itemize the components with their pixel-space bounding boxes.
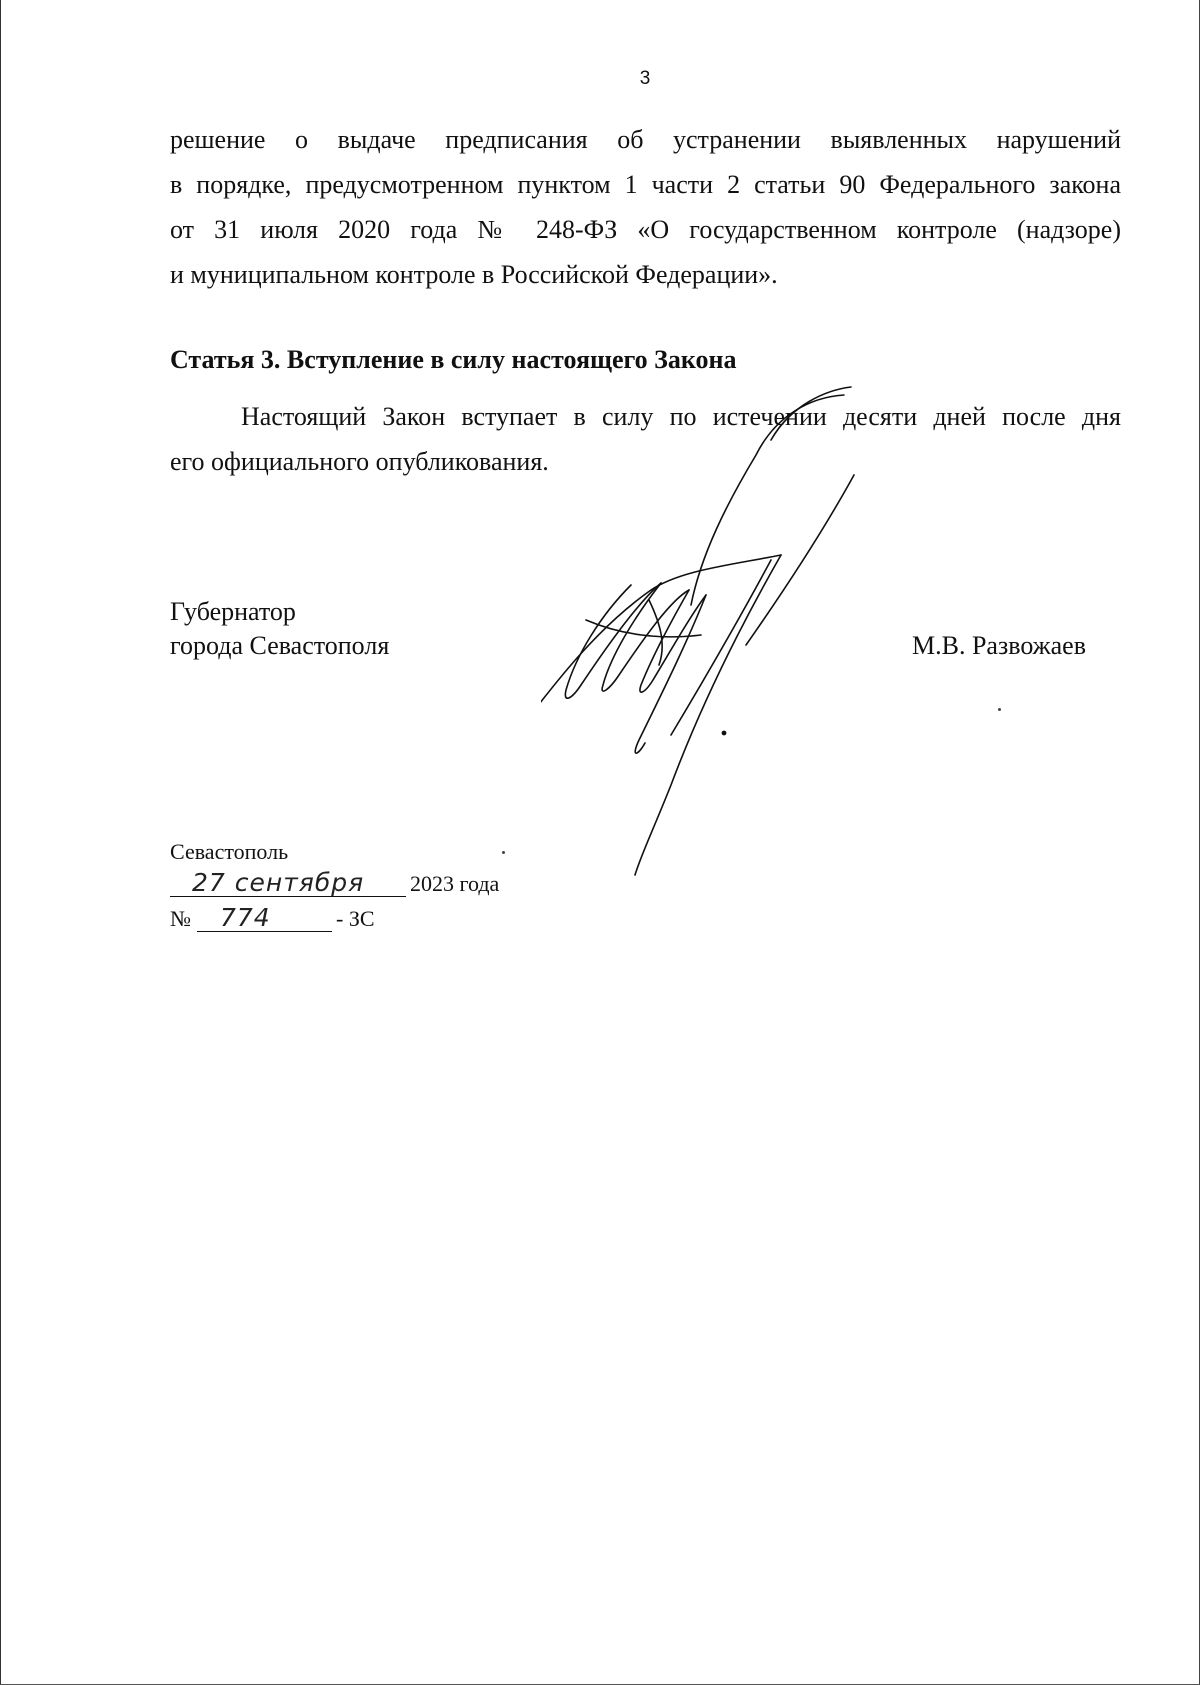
article-3-line: Настоящий Закон вступает в силу по истечении десяти дней после дня [241,402,1121,431]
intro-line: от 31 июля 2020 года № 248-ФЗ «О государственном контроле (надзоре) [170,215,1121,244]
governor-title [170,595,389,663]
page-number: 3 [639,68,651,89]
signing-date [170,870,499,897]
year-suffix: 2023 года [410,871,500,896]
city-label: Севастополь [170,839,289,864]
governor-title-line: Губернатор [170,597,296,626]
intro-line: в порядке, предусмотренном пунктом 1 части 2 статьи 90 Федерального закона [170,170,1121,199]
handwritten-date: 27 сентября [192,868,365,897]
intro-line: решение о выдаче предписания об устранении выявленных нарушений [170,125,1121,154]
number-blank-line [197,905,332,932]
number-suffix: - ЗС [336,906,375,931]
date-blank-line [170,870,406,897]
governor-title-line: города Севастополя [170,631,390,660]
intro-paragraph [170,117,1121,297]
intro-line: и муниципальном контроле в Российской Федерации». [170,260,778,289]
article-3-line: его официального опубликования. [170,447,549,476]
handwritten-number: 774 [220,903,271,932]
law-number [170,905,375,932]
scan-speck [998,708,1001,711]
governor-name: М.В. Развожаев [912,631,1087,660]
number-sign: № [170,906,191,931]
article-3-heading: Статья 3. Вступление в силу настоящего Закона [170,345,737,374]
scan-speck [502,851,505,854]
handwritten-signature [541,385,871,885]
